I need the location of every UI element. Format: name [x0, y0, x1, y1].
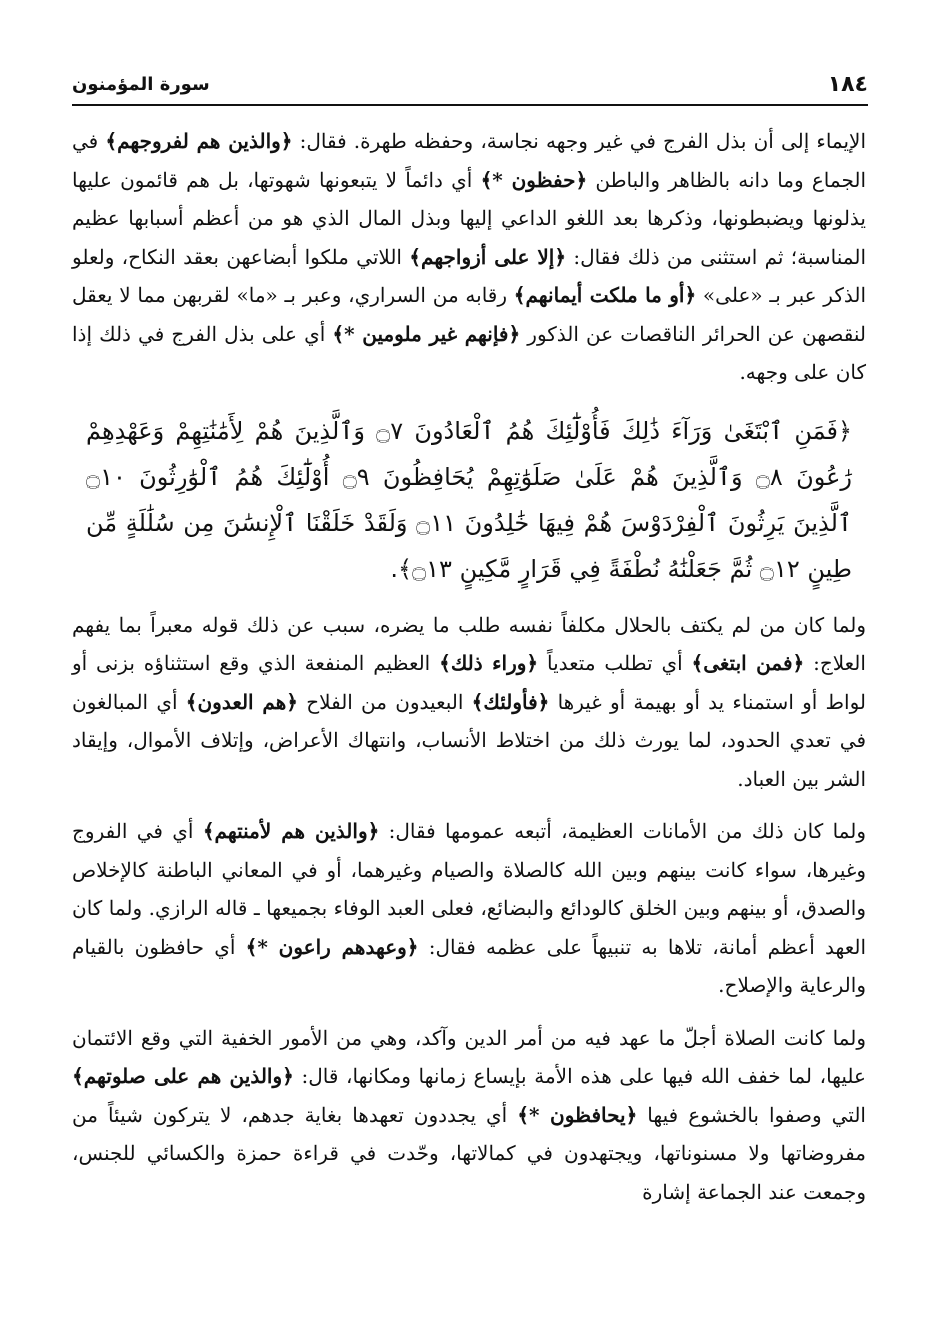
text-segment: أي يجددون تعهدها بغاية جدهم، لا يتركون شيئاً من مفروضاتها ولا مسنوناتها، ويجتهدون في كمالاتها، وحّدت في قراءة حمزة والكسائي للجنس، وجمعت عند الجماعة إشارة [72, 1102, 866, 1204]
quran-quote: ﴿فإنهم غير ملومين *﴾ [332, 321, 521, 346]
text-segment: العظيم المنفعة الذي وقع استثناؤه بزنى أو لواط أو استمناء يد أو بهيمة أو غيرها [72, 651, 866, 714]
text-segment: أي دائماً لا يتبعونها شهوتها، بل هم قائمون عليها يذلونها ويضبطونها، وذكرها بعد اللغو الداعي إليها وبذل المال الذي هو من أعظم أسبابها عظيم المناسبة؛ ثم استثنى من ذلك فقال: [72, 167, 866, 269]
surah-title: سورة المؤمنون [72, 74, 210, 95]
paragraph-1 [72, 122, 866, 392]
quran-quote: ﴿وراء ذلك﴾ [439, 651, 539, 675]
text-segment: في الجماع وما دانه بالظاهر والباطن [72, 129, 867, 192]
text-segment: ولما كان ذلك من الأمانات العظيمة، أتبعه عمومها فقال: [379, 819, 866, 843]
quran-quote: ﴿إلا على أزواجهم﴾ [409, 244, 567, 269]
quran-quote: ﴿هم العدون﴾ [185, 689, 299, 714]
text-segment: البعيدون من الفلاح [298, 689, 472, 714]
text-segment: اللاتي ملكوا أبضاعهن بعقد النكاح، ولعلو الذكر عبر بـ «على» [72, 244, 866, 307]
quran-quote: ﴿وعهدهم راعون *﴾ [245, 934, 419, 959]
quran-quote: ﴿والذين هم لأمنتهم﴾ [202, 819, 380, 843]
text-segment: أي تطلب متعدياً [538, 651, 692, 675]
quran-quote: ﴿والذين هم على صلوتهم﴾ [72, 1064, 294, 1088]
quran-quote: ﴿فأولئك﴾ [471, 689, 550, 714]
commentary-body [72, 122, 866, 1211]
quran-quote: ﴿يحافظون *﴾ [517, 1102, 638, 1127]
page-header [72, 68, 868, 106]
quran-quote: ﴿حفظون *﴾ [480, 167, 588, 192]
text-segment: أي في الفروج وغيرها، سواء كانت بينهم وبين الله كالصلاة والصيام وغيرهما، أو في المعاني الباطنة كالإخلاص والصدق، أو بينهم وبين الخلق كالودائع والبضائع، فعلى العبد الوفاء بجميعها ـ قاله الرازي. ولما كان العهد أعظم أمانة، تلاها به تنبيهاً على عظمه فقال: [72, 819, 867, 959]
text-segment: الإيماء إلى أن بذل الفرج في غير وجهه نجاسة، وحفظه طهرة. فقال: [292, 129, 866, 153]
quran-quote: ﴿فمن ابتغى﴾ [691, 651, 805, 675]
text-segment: أي حافظون بالقيام والرعاية والإصلاح. [72, 934, 866, 997]
text-segment: ولما كان من لم يكتف بالحلال مكلفاً نفسه طلب ما يضره، سبب عن ذلك قوله معبراً بما يفهم العلاج: [72, 612, 866, 675]
quran-quote: ﴿والذين هم لفروجهم﴾ [105, 129, 293, 153]
quran-verses-block: ﴿فَمَنِ ٱبْتَغَىٰ وَرَآءَ ذَٰلِكَ فَأُوْلَٰٓئِكَ هُمُ ٱلْعَادُونَ ۝٧ وَٱلَّذِينَ هُمْ لِأَمَٰنَٰتِهِمْ وَعَهْدِهِمْ رَٰعُونَ ۝٨ وَٱلَّذِينَ هُمْ عَلَىٰ صَلَوَٰتِهِمْ يُحَافِظُونَ ۝٩ أُوْلَٰٓئِكَ هُمُ ٱلْوَٰرِثُونَ ۝١٠ ٱلَّذِينَ يَرِثُونَ ٱلْفِرْدَوْسَ هُمْ فِيهَا خَٰلِدُونَ ۝١١ وَلَقَدْ خَلَقْنَا ٱلْإِنسَٰنَ مِن سُلَٰلَةٍ مِّن طِينٍ ۝١٢ ثُمَّ جَعَلْنَٰهُ نُطْفَةً فِي قَرَارٍ مَّكِينٍ ۝١٣﴾. [86, 416, 853, 583]
text-segment: أي على بذل الفرج في ذلك إذا كان على وجهه. [72, 321, 866, 384]
quran-quote: ﴿أو ما ملكت أيمانهم﴾ [513, 283, 697, 307]
paragraph-3 [72, 812, 866, 1005]
paragraph-2 [72, 606, 866, 799]
text-segment: التي وصفوا بالخشوع فيها [637, 1102, 866, 1127]
page-number: ١٨٤ [827, 72, 868, 97]
paragraph-4 [72, 1019, 866, 1212]
text-segment: أي المبالغون في تعدي الحدود، لما يورث ذلك من اختلاط الأنساب، وانتهاك الأعراض، وإتلاف الأموال، وإيقاد الشر بين العباد. [72, 689, 866, 791]
text-segment: ولما كانت الصلاة أجلّ ما عهد فيه من أمر الدين وآكد، وهي من الأمور الخفية التي وقع الائتمان عليها، لما خفف الله فيها على هذه الأمة بإيساع زمانها ومكانها، قال: [72, 1025, 866, 1088]
text-segment: رقابه من السراري، وعبر بـ «ما» لقربهن مما لا يعقل لنقصهن عن الحرائر الناقصات عن الذكور [72, 283, 867, 346]
